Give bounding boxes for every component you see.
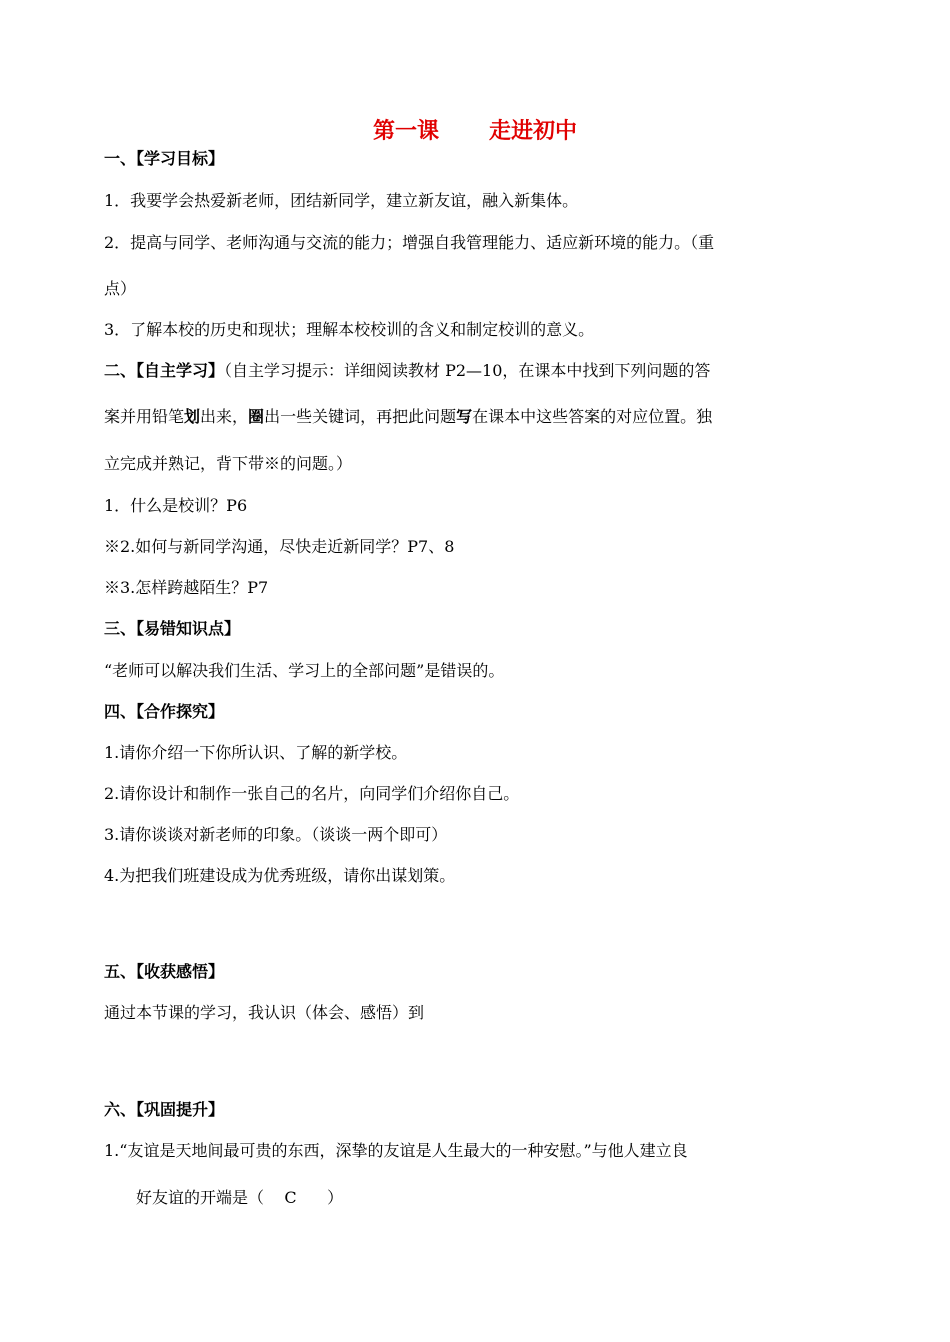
lesson-title — [0, 114, 950, 145]
cooperation-line-1: 1.请你介绍一下你所认识、了解的新学校。 — [104, 743, 408, 762]
self-study-intro-a: （自主学习提示：详细阅读教材 P2—10，在课本中找到下列问题的答 — [224, 361, 711, 380]
lesson-title-part2: 走进初中 — [489, 119, 578, 144]
goal-line-1: 1．我要学会热爱新老师，团结新同学，建立新友谊，融入新集体。 — [104, 191, 579, 210]
keyword-circle: 圈 — [248, 407, 265, 426]
keyword-write: 写 — [456, 407, 473, 426]
consolidation-q1-line-1: 1.“友谊是天地间最可贵的东西，深挚的友谊是人生最大的一种安慰。”与他人建立良 — [104, 1141, 688, 1160]
section-heading-mistakes: 三、【易错知识点】 — [104, 619, 241, 638]
consolidation-q1-line-2: 好友谊的开端是（ C ） — [136, 1188, 344, 1207]
section-heading-consolidation: 六、【巩固提升】 — [104, 1100, 225, 1119]
section-heading-reflection: 五、【收获感悟】 — [104, 962, 225, 981]
cooperation-line-3: 3.请你谈谈对新老师的印象。（谈谈一两个即可） — [104, 825, 448, 844]
cooperation-line-4: 4.为把我们班建设成为优秀班级，请你出谋划策。 — [104, 866, 456, 885]
self-study-text: 出一些关键词，再把此问题 — [264, 407, 457, 426]
self-study-line-1 — [104, 359, 710, 383]
self-study-line-2 — [104, 405, 712, 429]
cooperation-line-2: 2.请你设计和制作一张自己的名片，向同学们介绍你自己。 — [104, 784, 520, 803]
question-2: ※2.如何与新同学沟通，尽快走近新同学？P7、8 — [104, 537, 455, 556]
self-study-text: 案并用铅笔 — [104, 407, 185, 426]
self-study-line-3: 立完成并熟记，背下带※的问题。） — [104, 454, 353, 473]
lesson-title-part1: 第一课 — [372, 119, 439, 144]
section-heading-goals: 一、【学习目标】 — [104, 149, 225, 168]
goal-line-2: 2．提高与同学、老师沟通与交流的能力；增强自我管理能力、适应新环境的能力。（重 — [104, 233, 715, 252]
section-heading-self-study: 二、【自主学习】 — [104, 361, 225, 380]
question-3: ※3.怎样跨越陌生？P7 — [104, 578, 269, 597]
self-study-text: 出来， — [200, 407, 249, 426]
question-1: 1．什么是校训？P6 — [104, 496, 248, 515]
goal-line-3: 3．了解本校的历史和现状；理解本校校训的含义和制定校训的意义。 — [104, 320, 595, 339]
mistake-line: “老师可以解决我们生活、学习上的全部问题”是错误的。 — [104, 661, 505, 680]
keyword-draw: 划 — [184, 407, 201, 426]
goal-line-2-cont: 点） — [104, 279, 137, 298]
reflection-line: 通过本节课的学习，我认识（体会、感悟）到 — [104, 1003, 425, 1022]
section-heading-cooperation: 四、【合作探究】 — [104, 702, 225, 721]
self-study-text: 在课本中这些答案的对应位置。独 — [472, 407, 713, 426]
